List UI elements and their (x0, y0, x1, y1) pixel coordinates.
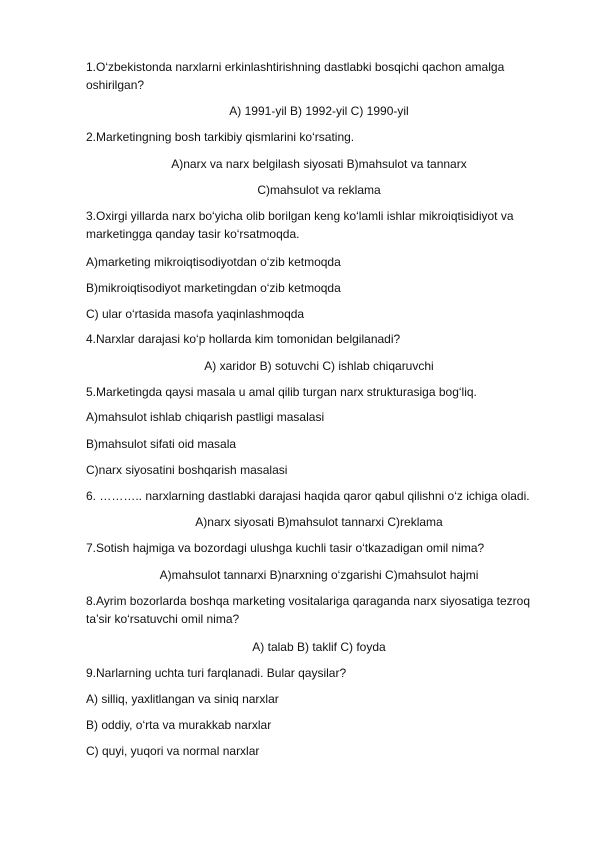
question-9-text: 9.Narlarning uchta turi farqlanadi. Bular qaysilar? (86, 666, 347, 680)
question-5-option-a: A)mahsulot ishlab chiqarish pastligi masalasi (86, 410, 325, 424)
question-1-text: 1.O‘zbekistonda narxlarni erkinlashtirishning dastlabki bosqichi qachon amalga oshirilgan? (86, 60, 505, 92)
question-3-text: 3.Oxirgi yillarda narx bo‘yicha olib borilgan keng ko‘lamli ishlar mikroiqtisidiyot va marketingga qanday tasir ko‘rsatmoqda. (86, 209, 514, 241)
question-9-option-c: C) quyi, yuqori va normal narxlar (86, 744, 260, 758)
question-9-option-b: B) oddiy, o‘rta va murakkab narxlar (86, 718, 272, 732)
question-6-text: 6. ……….. narxlarning dastlabki darajasi haqida qaror qabul qilishni o‘z ichiga oladi. (86, 489, 530, 503)
question-1-options: A) 1991-yil B) 1992-yil C) 1990-yil (229, 104, 409, 118)
question-2-text: 2.Marketingning bosh tarkibiy qismlarini ko‘rsating. (86, 130, 355, 144)
question-4-options: A) xaridor B) sotuvchi C) ishlab chiqaruvchi (204, 359, 434, 373)
question-5-text: 5.Marketingda qaysi masala u amal qilib turgan narx strukturasiga bog‘liq. (86, 385, 477, 399)
question-8-text: 8.Ayrim bozorlarda boshqa marketing vositalariga qaraganda narx siyosatiga tezroq ta’sir ko‘rsatuvchi omil nima? (86, 594, 531, 626)
question-9-option-a: A) silliq, yaxlitlangan va siniq narxlar (86, 692, 279, 706)
question-2-options-line-2: C)mahsulot va reklama (257, 183, 381, 197)
question-4-text: 4.Narxlar darajasi ko‘p hollarda kim tomonidan belgilanadi? (86, 332, 401, 346)
question-5-option-c: C)narx siyosatini boshqarish masalasi (86, 463, 288, 477)
question-6-options: A)narx siyosati B)mahsulot tannarxi C)reklama (195, 515, 443, 529)
question-5-option-b: B)mahsulot sifati oid masala (86, 437, 237, 451)
question-3-option-c: C) ular o‘rtasida masofa yaqinlashmoqda (86, 307, 305, 321)
question-3-option-b: B)mikroiqtisodiyot marketingdan o‘zib ketmoqda (86, 281, 341, 295)
question-3-option-a: A)marketing mikroiqtisodiyotdan o‘zib ketmoqda (86, 255, 341, 269)
question-2-options: A)narx va narx belgilash siyosati B)mahsulot va tannarx (171, 157, 467, 171)
question-7-text: 7.Sotish hajmiga va bozordagi ulushga kuchli tasir o‘tkazadigan omil nima? (86, 541, 485, 555)
question-7-options: A)mahsulot tannarxi B)narxning o‘zgarishi C)mahsulot hajmi (159, 568, 479, 582)
question-8-options: A) talab B) taklif C) foyda (252, 640, 386, 654)
